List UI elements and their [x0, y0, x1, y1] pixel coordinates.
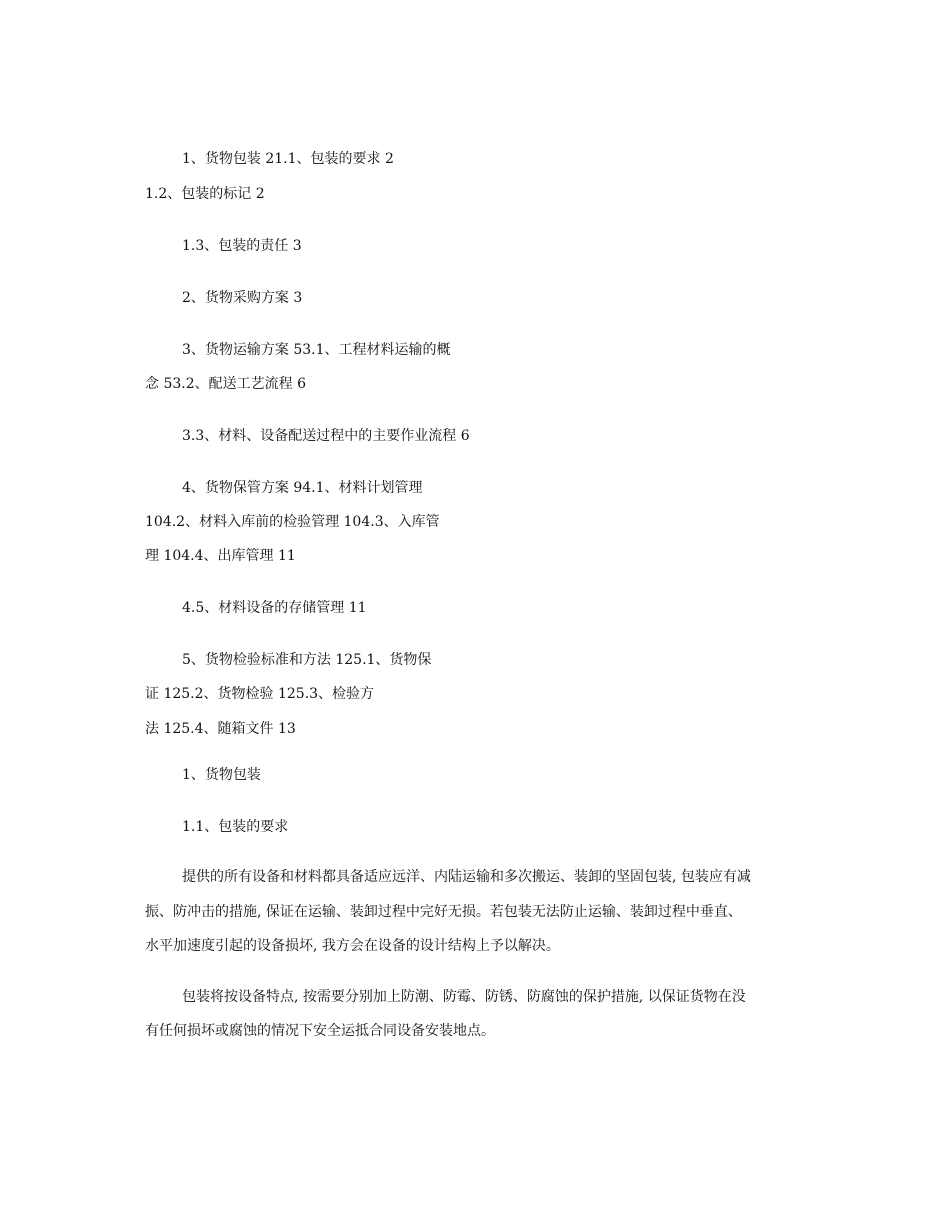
toc-entry: 证 125.2、货物检验 125.3、检验方 [145, 686, 375, 702]
subsection-heading: 1.1、包装的要求 [182, 819, 289, 835]
toc-entry: 4、货物保管方案 94.1、材料计划管理 [182, 480, 423, 496]
toc-entry: 1.2、包装的标记 2 [145, 186, 265, 202]
section-heading: 1、货物包装 [182, 767, 261, 783]
toc-entry: 法 125.4、随箱文件 13 [145, 721, 296, 737]
toc-entry: 2、货物采购方案 3 [182, 290, 303, 306]
paragraph-line: 水平加速度引起的设备损坏, 我方会在设备的设计结构上予以解决。 [145, 938, 560, 954]
paragraph-line: 振、防冲击的措施, 保证在运输、装卸过程中完好无损。若包装无法防止运输、装卸过程中垂直、 [145, 904, 742, 920]
toc-entry: 4.5、材料设备的存储管理 11 [182, 600, 367, 616]
toc-entry: 5、货物检验标准和方法 125.1、货物保 [182, 652, 432, 668]
paragraph-line: 有任何损坏或腐蚀的情况下安全运抵合同设备安装地点。 [145, 1023, 495, 1039]
toc-entry: 104.2、材料入库前的检验管理 104.3、入库管 [145, 514, 440, 530]
toc-entry: 念 53.2、配送工艺流程 6 [145, 376, 306, 392]
toc-entry: 3.3、材料、设备配送过程中的主要作业流程 6 [182, 428, 470, 444]
toc-entry: 3、货物运输方案 53.1、工程材料运输的概 [182, 342, 451, 358]
paragraph-line: 提供的所有设备和材料都具备适应远洋、内陆运输和多次搬运、装卸的坚固包装, 包装应有减 [182, 869, 751, 885]
toc-entry: 理 104.4、出库管理 11 [145, 548, 296, 564]
toc-entry: 1.3、包装的责任 3 [182, 238, 302, 254]
toc-entry: 1、货物包装 21.1、包装的要求 2 [182, 151, 394, 167]
paragraph-line: 包装将按设备特点, 按需要分别加上防潮、防霉、防锈、防腐蚀的保护措施, 以保证货物在没 [182, 989, 746, 1005]
